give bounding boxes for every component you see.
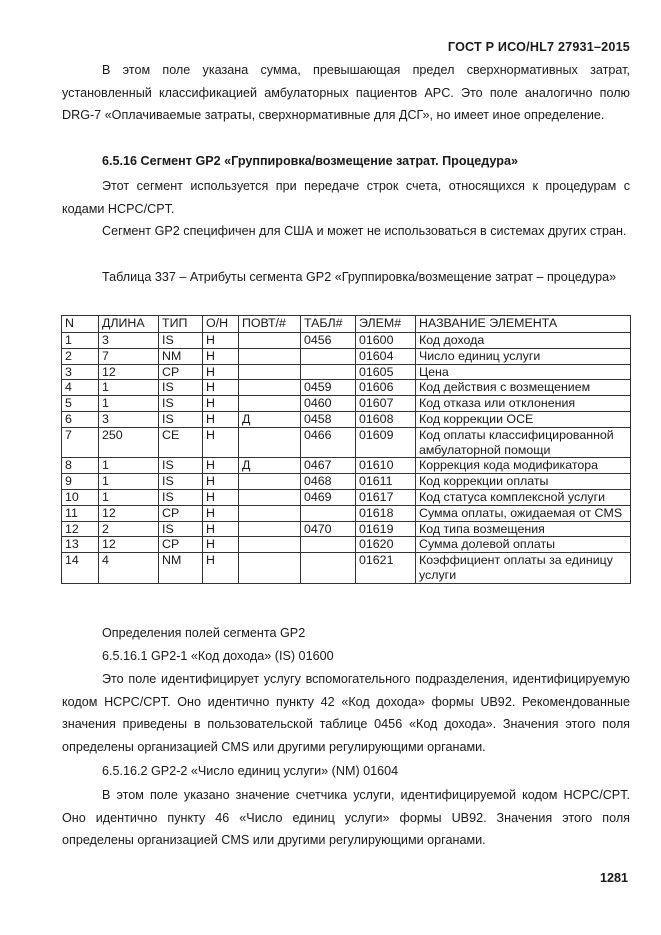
field-1-title: 6.5.16.1 GP2-1 «Код дохода» (IS) 01600 (102, 649, 334, 663)
table-cell: Н (203, 348, 239, 364)
table-cell: Код отказа или отклонения (416, 396, 631, 412)
table-cell: IS (159, 396, 203, 412)
table-cell: 7 (99, 348, 159, 364)
table-cell: IS (159, 380, 203, 396)
table-cell: NM (159, 348, 203, 364)
table-cell: 01618 (356, 505, 416, 521)
definitions-heading: Определения полей сегмента GP2 (102, 626, 306, 640)
table-cell: 8 (62, 458, 99, 474)
table-cell: 01620 (356, 537, 416, 553)
table-cell: 12 (99, 537, 159, 553)
table-cell: 01617 (356, 489, 416, 505)
table-caption: Таблица 337 – Атрибуты сегмента GP2 «Группировка/возмещение затрат – процедура» (102, 270, 617, 284)
table-cell: IS (159, 474, 203, 490)
table-cell: Н (203, 458, 239, 474)
table-cell: 3 (99, 333, 159, 349)
table-cell: 14 (62, 553, 99, 584)
table-cell (239, 396, 301, 412)
table-cell: 01604 (356, 348, 416, 364)
table-cell: 1 (99, 380, 159, 396)
table-cell: Код коррекции OCE (416, 411, 631, 427)
table-cell: Н (203, 474, 239, 490)
column-header: N (62, 316, 99, 333)
table-cell: Н (203, 364, 239, 380)
table-cell (239, 489, 301, 505)
table-cell: Сумма долевой оплаты (416, 537, 631, 553)
table-cell (301, 348, 356, 364)
table-cell: Код действия с возмещением (416, 380, 631, 396)
table-cell: IS (159, 489, 203, 505)
table-cell (239, 537, 301, 553)
table-cell: 01611 (356, 474, 416, 490)
table-header-row (62, 316, 631, 333)
column-header: ТИП (159, 316, 203, 333)
table-row (62, 380, 631, 396)
table-cell: 9 (62, 474, 99, 490)
table-cell (239, 553, 301, 584)
table-cell: Н (203, 537, 239, 553)
table-cell: IS (159, 458, 203, 474)
table-cell: Н (203, 427, 239, 458)
table-cell: 11 (62, 505, 99, 521)
table-cell: 01619 (356, 521, 416, 537)
table-cell (301, 537, 356, 553)
table-cell: 3 (62, 364, 99, 380)
column-header: ТАБЛ# (301, 316, 356, 333)
section-paragraph-2: Сегмент GP2 специфичен для США и может не использоваться в системах других стран. (102, 224, 627, 238)
table-cell: 10 (62, 489, 99, 505)
table-row (62, 348, 631, 364)
table-cell: Н (203, 333, 239, 349)
field-1-text: Это поле идентифицирует услугу вспомогательного подразделения, идентифицируемую кодом HCPC/CPT. Оно идентично пункту 42 «Код дохода» формы UB92. Рекомендованные значения приведены в пользовательской таблице 0456 «Код дохода». Значения этого поля определены организацией CMS или другими регулирующими органами. (62, 672, 630, 754)
table-cell: 01600 (356, 333, 416, 349)
section-paragraph-1: Этот сегмент используется при передаче строк счета, относящихся к процедурам с кодами HCPC/CPT. (62, 179, 630, 216)
table-row (62, 396, 631, 412)
table-cell: 01605 (356, 364, 416, 380)
table-cell: Н (203, 521, 239, 537)
table-cell (239, 521, 301, 537)
table-cell (239, 380, 301, 396)
table-cell: Н (203, 553, 239, 584)
table-cell (301, 364, 356, 380)
table-cell (239, 348, 301, 364)
table-cell: 3 (99, 411, 159, 427)
table-row (62, 474, 631, 490)
table-cell (239, 333, 301, 349)
column-header: О/Н (203, 316, 239, 333)
table-cell: IS (159, 333, 203, 349)
table-row (62, 427, 631, 458)
document-header: ГОСТ Р ИСО/HL7 27931–2015 (447, 40, 630, 54)
table-cell: 01610 (356, 458, 416, 474)
column-header: НАЗВАНИЕ ЭЛЕМЕНТА (416, 316, 631, 333)
table-cell: 12 (99, 364, 159, 380)
table-row (62, 333, 631, 349)
table-cell: 0460 (301, 396, 356, 412)
page-number: 1281 (599, 871, 628, 885)
table-cell: Д (239, 458, 301, 474)
table-cell: 01609 (356, 427, 416, 458)
field-2-text: В этом поле указано значение счетчика услуги, идентифицируемой кодом HCPC/CPT. Оно идентично пункту 46 «Число единиц услуги» формы UB92. Значения этого поля определены организацией CMS или другими регулирующими органами. (62, 788, 630, 848)
section-title: 6.5.16 Сегмент GP2 «Группировка/возмещение затрат. Процедура» (102, 154, 518, 168)
table-cell (239, 427, 301, 458)
table-cell: Коррекция кода модификатора (416, 458, 631, 474)
table-cell: 1 (99, 458, 159, 474)
table-cell: Коэффициент оплаты за единицу услуги (416, 553, 631, 584)
table-cell: 2 (99, 521, 159, 537)
table-row (62, 505, 631, 521)
table-cell: 2 (62, 348, 99, 364)
column-header: ПОВТ/# (239, 316, 301, 333)
table-row (62, 537, 631, 553)
table-cell: 01621 (356, 553, 416, 584)
table-row (62, 411, 631, 427)
table-row (62, 364, 631, 380)
table-cell: 1 (62, 333, 99, 349)
table-cell: Код типа возмещения (416, 521, 631, 537)
table-cell: Н (203, 380, 239, 396)
table-cell: Сумма оплаты, ожидаемая от CMS (416, 505, 631, 521)
table-cell (239, 505, 301, 521)
intro-paragraph: В этом поле указана сумма, превышающая предел сверхнормативных затрат, установленный классификацией амбулаторных пациентов APC. Это поле аналогично полю DRG-7 «Оплачиваемые затраты, сверхнормативные для ДСГ», но имеет иное определение. (62, 63, 630, 123)
column-header: ЭЛЕМ# (356, 316, 416, 333)
table-cell: 0456 (301, 333, 356, 349)
table-cell: 1 (99, 396, 159, 412)
table-cell: Код статуса комплексной услуги (416, 489, 631, 505)
column-header: ДЛИНА (99, 316, 159, 333)
table-cell: Н (203, 411, 239, 427)
table-cell: 01607 (356, 396, 416, 412)
table-cell: IS (159, 521, 203, 537)
table-cell: Н (203, 489, 239, 505)
table-cell: 0467 (301, 458, 356, 474)
table-cell: CE (159, 427, 203, 458)
table-cell: 1 (99, 474, 159, 490)
table-cell: 0458 (301, 411, 356, 427)
table-cell: CP (159, 364, 203, 380)
table-row (62, 489, 631, 505)
table-body (62, 333, 631, 584)
table-cell: Н (203, 505, 239, 521)
table-cell: 13 (62, 537, 99, 553)
table-cell: Д (239, 411, 301, 427)
table-cell: 1 (99, 489, 159, 505)
table-cell: Код коррекции оплаты (416, 474, 631, 490)
table-row (62, 458, 631, 474)
table-cell: Число единиц услуги (416, 348, 631, 364)
table-cell (301, 505, 356, 521)
table-cell: 250 (99, 427, 159, 458)
table-cell: 6 (62, 411, 99, 427)
table-row (62, 521, 631, 537)
table-cell: Цена (416, 364, 631, 380)
table-cell (239, 474, 301, 490)
table-cell: CP (159, 505, 203, 521)
table-cell: 01608 (356, 411, 416, 427)
table-cell: IS (159, 411, 203, 427)
table-cell: Н (203, 396, 239, 412)
table-cell: 12 (62, 521, 99, 537)
attributes-table (61, 315, 631, 584)
table-cell: 7 (62, 427, 99, 458)
table-cell: 0468 (301, 474, 356, 490)
table-cell: Код оплаты классифицированной амбулаторной помощи (416, 427, 631, 458)
table-cell: 0466 (301, 427, 356, 458)
table-cell: Код дохода (416, 333, 631, 349)
table-cell: 4 (62, 380, 99, 396)
table-cell: 0469 (301, 489, 356, 505)
table-cell: CP (159, 537, 203, 553)
field-2-title: 6.5.16.2 GP2-2 «Число единиц услуги» (NM) 01604 (102, 764, 399, 778)
table-cell: NM (159, 553, 203, 584)
table-cell: 0470 (301, 521, 356, 537)
table-cell: 4 (99, 553, 159, 584)
table-cell: 01606 (356, 380, 416, 396)
table-cell: 0459 (301, 380, 356, 396)
table-cell (301, 553, 356, 584)
table-row (62, 553, 631, 584)
table-cell: 5 (62, 396, 99, 412)
table-cell: 12 (99, 505, 159, 521)
table-cell (239, 364, 301, 380)
